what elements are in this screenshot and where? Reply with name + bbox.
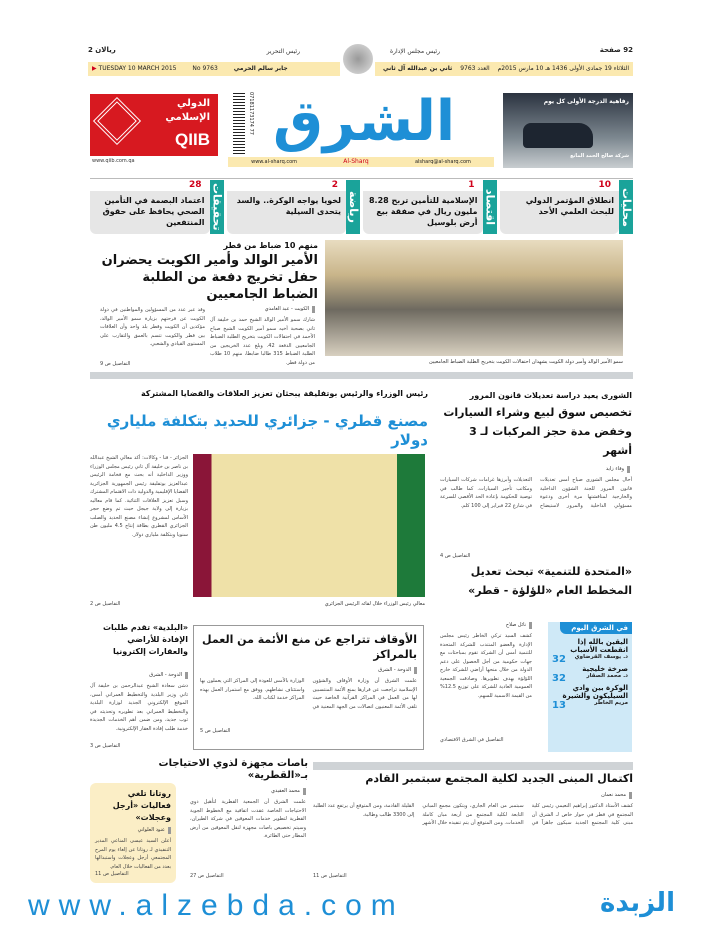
lusail-headline[interactable]: «المتحدة للتنمية» تبحث تعديل المخطط العام «للؤلؤة - قطر» bbox=[468, 565, 632, 597]
lead-headline[interactable]: الأمير الوالد وأمير الكويت يحضران حفل تخريج دفعة من الطلبة الضباط الجامعيين bbox=[101, 253, 318, 302]
lead-more-link[interactable]: التفاصيل ص 9 bbox=[100, 361, 131, 367]
car-dealer: شركة صالح الحمد المانع bbox=[570, 153, 629, 159]
section-headline[interactable]: اعتماد البصمة في التأمين الصحي يحافظ على حقوق المنتفعين bbox=[90, 191, 210, 234]
latin-name: Al-Sharq bbox=[343, 158, 369, 165]
editor-label: رئيس التحرير bbox=[266, 48, 300, 55]
factory-headline[interactable]: مصنع قطري - جزائري للحديد بتكلفة ملياري دولار bbox=[106, 412, 428, 449]
lead-body-1: شارك سمو الأمير الوالد الشيخ حمد بن خليفة آل ثاني بصحبة أخيه سمو أمير الكويت الشيخ صباح الأحمد في احتفالات الكويت بتخريج الطلبة الضباط الجامعيين الدفعة 42. وبلغ عدد الخريجين من الطلبة الضباط 315 طالبا ضابطا، منهم 10 طلاب من دولة قطر. bbox=[210, 317, 315, 366]
date-ar: الثلاثاء 19 جمادى الأولى 1436 هـ 10 مارس 2015م bbox=[497, 65, 629, 72]
section-page: 2 bbox=[331, 180, 338, 190]
shura-body: أحال مجلس الشورى صباح أمس تعديلات قانون المرور للجنة الشؤون الداخلية والخارجية لمناقشتها مرة أخرى ودعوة مسؤولي الداخلية والمرور لاستيضاح التعديلات وأبرزها غرامات شركات السيارات ومكاتب تأجير السيارات. كما طالب في توصية للحكومة بإعادة الحد الأقصى للسرعة في شارع 22 فبراير إلى 100 كلم. bbox=[440, 477, 632, 509]
today-item-title: الوكرة بين وادي السيليكون والشيرة bbox=[562, 684, 628, 700]
date-en: TUESDAY 10 MARCH 2015 bbox=[98, 65, 177, 72]
today-item-author: د. يوسف القرضاوي bbox=[574, 654, 628, 660]
today-list bbox=[548, 634, 632, 710]
factory-photo bbox=[193, 454, 425, 597]
college-more-link[interactable]: التفاصيل ص 11 bbox=[313, 873, 347, 879]
car-ad[interactable] bbox=[503, 93, 633, 168]
college-byline: محمد نعمان bbox=[560, 792, 632, 799]
rotana-body: أعلن السيد عيسى المناعي المدير التنفيذي لـ روتانا عن إلغاء يوم المرح المجتمعي أرجل وعجلات واستبدالها بعدد من الفعاليات خلال العام. bbox=[95, 838, 171, 870]
today-item-author: د. محمد الصقار bbox=[586, 673, 628, 679]
editor-name: جابر سالم الحرمي bbox=[233, 65, 288, 72]
factory-more-link[interactable]: التفاصيل ص 2 bbox=[90, 601, 121, 607]
price: ريالان 2 bbox=[88, 46, 116, 54]
awqaf-byline: الدوحة - الشرق bbox=[354, 667, 417, 674]
qiib-web[interactable]: www.qiib.com.qa bbox=[92, 158, 135, 164]
page-count: 92 صفحة bbox=[599, 46, 633, 54]
site-url[interactable]: www.al-sharq.com bbox=[251, 159, 298, 165]
rotana-more-link[interactable]: التفاصيل ص 11 bbox=[95, 871, 129, 877]
car-ad-title: رفاهية الدرجة الأولى كل يوم bbox=[543, 98, 629, 105]
issue-ar: العدد 9763 bbox=[460, 65, 490, 72]
lead-caption: سمو الأمير الوالد وأمير دولة الكويت يشهدان احتفالات الكويت بتخريج الطلبة الضباط الجامعيين bbox=[429, 359, 623, 365]
divider bbox=[90, 178, 633, 179]
shura-more-link[interactable]: التفاصيل ص 4 bbox=[440, 553, 471, 559]
header-strip-right bbox=[375, 62, 633, 76]
sections-bar bbox=[90, 180, 633, 234]
lusail-more-link[interactable]: التفاصيل في الشرق الاقتصادي bbox=[440, 737, 504, 743]
section-headline[interactable]: انطلاق المؤتمر الدولي للبحث العلمي الأحد bbox=[500, 191, 620, 234]
rotana-box bbox=[90, 783, 176, 883]
barcode-number: 07181173174 77 bbox=[248, 92, 254, 135]
header-strip-left: ▶ TUESDAY 10 MARCH 2015 No 9763 جابر سالم الحرمي bbox=[88, 62, 340, 76]
section-page: 10 bbox=[598, 180, 611, 190]
section-label: رياضة bbox=[346, 180, 360, 234]
lusail-byline: نائل صلاح bbox=[440, 622, 532, 629]
section-sports[interactable] bbox=[227, 180, 361, 234]
factory-body: الجزائر - قنا - وكالات: أكد معالي الشيخ عبدالله بن ناصر بن خليفة آل ثاني رئيس مجلس الوزراء ووزير الداخلية أنه بحث مع فخامة الرئيس عبدالعزيز بوتفليقة رئيس الجمهورية الجزائرية القضايا الإقليمية والدولية ذات الاهتمام المشترك وسبل تعزيز العلاقات الثنائية. كما قام معاليه بزيارة إلى ولاية جيجل حيث تم وضع حجر الأساس لمشروع إنشاء مصنع الحديد والصلب الجزائري القطري بطاقة إنتاج 4.5 مليون طن سنويا وبتكلفة ملياري دولار. bbox=[90, 455, 188, 538]
section-headline[interactable]: لخويا يواجه الوكرة.. والسد يتحدى السيلية bbox=[227, 191, 347, 234]
qiib-logo-icon bbox=[93, 97, 141, 145]
today-item[interactable] bbox=[552, 684, 628, 711]
watermark-logo: الزبدة bbox=[600, 888, 675, 918]
section-page: 28 bbox=[188, 180, 202, 190]
today-item-author: مريم الخاطر bbox=[594, 700, 628, 706]
shura-byline: وفاء زايد bbox=[560, 466, 630, 473]
watermark-url: www.alzebda.com bbox=[28, 889, 405, 922]
buses-byline: محمد العقيدي bbox=[190, 788, 306, 795]
baladiya-more-link[interactable]: التفاصيل ص 3 bbox=[90, 743, 121, 749]
awqaf-headline[interactable]: الأوقاف تتراجع عن منع الأئمة من العمل بالمراكز bbox=[202, 633, 417, 661]
lead-byline: الكويت - عبد الغامدي bbox=[215, 306, 315, 313]
rotana-headline[interactable]: روتانا تلغي فعاليات «أرجل وعجلات» bbox=[112, 789, 171, 822]
divider bbox=[90, 372, 633, 379]
today-item-title: اليقين بالله إذا انقطعت الأسباب bbox=[570, 638, 628, 654]
section-local[interactable] bbox=[500, 180, 634, 234]
buses-more-link[interactable]: التفاصيل ص 27 bbox=[190, 873, 224, 879]
awqaf-more-link[interactable]: التفاصيل ص 5 bbox=[200, 728, 231, 734]
section-label: تحقيقات bbox=[210, 180, 224, 234]
lead-photo bbox=[325, 240, 623, 356]
buses-body: علمت الشرق أن الجمعية القطرية لتأهيل ذوي الاحتياجات الخاصة عقدت اتفاقية مع الخطوط الجوية القطرية لتطوير خدمات المعوقين في شركة الطيران، وسيتم تخصيص باصات مجهزة لنقل المعوقين من أرض المطار حتى الطائرة. bbox=[190, 799, 306, 839]
qiib-name: QIIB bbox=[175, 130, 210, 149]
today-item-page: 32 bbox=[552, 673, 566, 684]
lusail-body: كشف السيد تركي الخاطر رئيس مجلس الإدارة والعضو المنتدب للشركة المتحدة للتنمية أمس أن الشركة تقوم بمباحثات مع جهات حكومية من أجل الحصول على دعم الدولة من خلال منحها أراضي للشركة خارج اللؤلؤة بهدف تطويرها. وصادقت الجمعية العمومية العادية للشركة على توزيع 12.5% من القيمة الاسمية للسهم. bbox=[440, 633, 532, 699]
awqaf-box bbox=[193, 625, 424, 750]
factory-kicker: رئيس الوزراء والرئيس بوتفليقة يبحثان تعزيز العلاقات والقضايا المشتركة bbox=[140, 389, 428, 398]
barcode-icon bbox=[233, 92, 245, 154]
rotana-byline: عنود العلواني bbox=[95, 827, 171, 834]
today-item-title: صرخة خليجية bbox=[582, 665, 628, 673]
car-image bbox=[523, 123, 593, 148]
section-label: اقتصاد bbox=[483, 180, 497, 234]
section-economy[interactable] bbox=[363, 180, 497, 234]
awqaf-body: علمت الشرق أن وزارة الأوقاف والشؤون الإسلامية تراجعت عن قرارها بمنع الأئمة المنتسبين لها من العمل في المراكز القرآنية الخاصة حيث تلقى الأئمة المعنيون اتصالات من الجهة المعنية في الوزارة بالأمس للعودة إلى المراكز التي يعملون بها واستئناف نشاطهم. ووفق مع استمرار العمل بهذه المراكز خدمة لكتاب الله. bbox=[200, 678, 417, 710]
section-investigations[interactable] bbox=[90, 180, 224, 234]
lead-body-2: وقد عبر عدد من المسؤولين والمواطنين في دولة الكويت عن فرحتهم بزيارة سمو الأمير الوالد، مؤكدين أن الكويت وقطر بلد واحد وأن العلاقات بين قطر والكويت تتسم بالعمق والتقارب على المستوى القيادي والشعبي. bbox=[100, 307, 205, 347]
college-headline[interactable]: اكتمال المبنى الجديد لكلية المجتمع سبتمبر القادم bbox=[365, 772, 633, 785]
masthead-strip bbox=[228, 157, 494, 167]
lead-kicker: منهم 10 ضباط من قطر bbox=[223, 241, 318, 250]
qiib-ar1: الدولي bbox=[176, 98, 210, 109]
shura-headline[interactable]: تخصيص سوق لبيع وشراء السيارات وخفض مدة حجز المركبات لـ 3 أشهر bbox=[443, 406, 632, 457]
emblem-icon bbox=[343, 44, 373, 74]
section-page: 1 bbox=[468, 180, 475, 190]
today-item[interactable] bbox=[552, 638, 628, 665]
today-item[interactable] bbox=[552, 665, 628, 684]
masthead-logo: الشرق bbox=[272, 89, 456, 154]
today-title: في الشرق اليوم bbox=[560, 622, 632, 634]
section-label: محليات bbox=[619, 180, 633, 234]
qiib-ad[interactable] bbox=[90, 94, 218, 156]
factory-caption: معالي رئيس الوزراء خلال لقائه الرئيس الجزائري bbox=[324, 601, 425, 607]
baladiya-byline: الدوحة - الشرق bbox=[90, 672, 188, 679]
issue-en: No 9763 bbox=[192, 65, 218, 72]
today-box bbox=[548, 622, 632, 752]
shura-kicker: الشورى يعيد دراسة تعديلات قانون المرور bbox=[469, 391, 632, 400]
qiib-ar2: الإسلامي bbox=[165, 112, 210, 123]
section-headline[interactable]: الإسلامية للتأمين تربح 8.28 مليون ريال في صفقة بيع أرض بلوسيل bbox=[363, 191, 483, 234]
college-body: كشف الأستاذ الدكتور إبراهيم النعيمي رئيس كلية المجتمع في قطر في حوار خاص لـ الشرق أن مبنى كلية المجتمع الجديد سيكون جاهزاً في سبتمبر من العام الجاري، ويتكون مجمع المباني التابعة لكلية المجتمع من أربعة مبان كاملة الخدمات. ومن المتوقع أن يتم تنفيذه خلال الأشهر القليلة القادمة، ومن المتوقع أن يرتفع عدد الطلبة إلى 3300 طالب وطالبة. bbox=[313, 803, 633, 826]
baladiya-headline[interactable]: «البلدية» تقدم طلبات الإفادة للأراضي والعقارات إلكترونيا bbox=[102, 623, 188, 656]
buses-headline[interactable]: باصات مجهزة لذوي الاحتياجات بـ«القطرية» bbox=[158, 758, 308, 781]
chairman-label: رئيس مجلس الإدارة bbox=[389, 48, 440, 55]
chairman-name: ثاني بن عبدالله آل ثاني bbox=[382, 65, 453, 72]
today-item-page: 32 bbox=[552, 654, 566, 665]
today-item-page: 13 bbox=[552, 700, 566, 711]
baladiya-body: دشن سعادة الشيخ عبدالرحمن بن خليفة آل ثاني وزير البلدية والتخطيط العمراني أمس، الموقع الإلكتروني الجديد لوزارة البلدية والتخطيط العمراني بعد تطويره وتحديثه في ثوب جديد، ومن ضمن أهم الخدمات الجديدة خدمة طلب إفادة العقار الإلكترونية. bbox=[90, 683, 188, 732]
divider bbox=[313, 762, 633, 770]
email[interactable]: alsharq@al-sharq.com bbox=[414, 159, 471, 165]
